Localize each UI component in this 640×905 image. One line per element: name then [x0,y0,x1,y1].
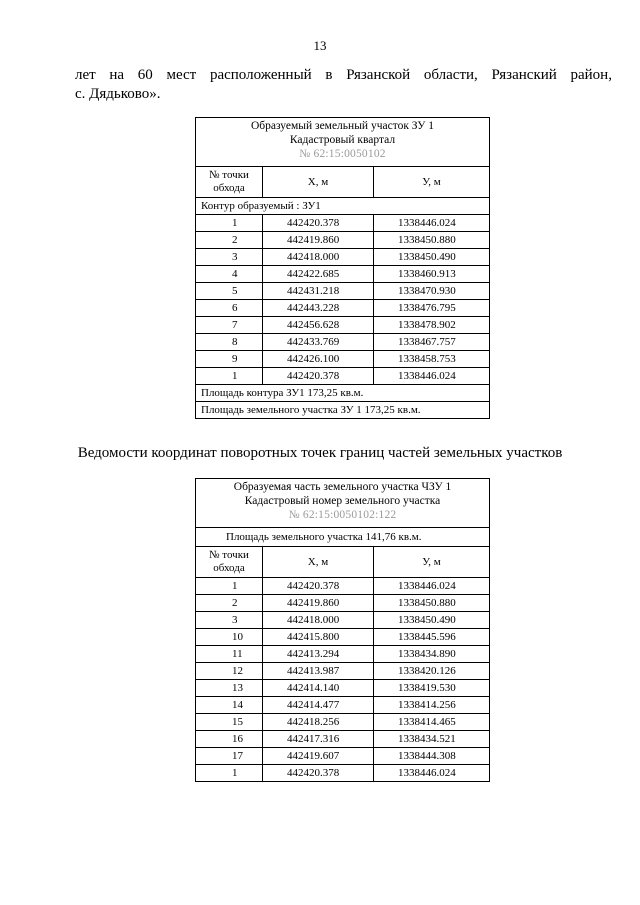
table1-x-coordinate: 442420.378 [263,368,374,385]
table2-header-point: № точки обхода [196,547,263,578]
table1-header-row [196,167,490,198]
intro-word: 60 [137,67,153,83]
table2-y-coordinate: 1338434.890 [374,646,490,663]
table1-y-coordinate: 1338470.930 [374,283,490,300]
table2-x-coordinate: 442415.800 [263,629,374,646]
table1-header-point: № точки обхода [196,167,263,198]
table2-point-number: 1 [196,578,263,595]
intro-word: расположенный [209,67,312,83]
table2-x-coordinate: 442413.987 [263,663,374,680]
table1-title [196,118,490,167]
table1-point-number: 7 [196,317,263,334]
table2-row [196,731,490,748]
intro-word: район, [570,67,612,83]
table2-y-coordinate: 1338444.308 [374,748,490,765]
table2-area: Площадь земельного участка 141,76 кв.м. [196,528,490,547]
table1-cadastral-number: № 62:15:0050102 [299,148,386,160]
table1-point-number: 9 [196,351,263,368]
table2-row [196,748,490,765]
table1-row [196,283,490,300]
table2-x-coordinate: 442417.316 [263,731,374,748]
table1-y-coordinate: 1338446.024 [374,215,490,232]
table2-row [196,578,490,595]
table2-cadastral-number: № 62:15:0050102:122 [288,509,397,521]
table1-point-number: 4 [196,266,263,283]
table2-point-number: 17 [196,748,263,765]
table2-row [196,663,490,680]
table2-x-coordinate: 442418.000 [263,612,374,629]
table2-x-coordinate: 442419.607 [263,748,374,765]
coordinates-table-zu1 [195,117,490,419]
table2-y-coordinate: 1338445.596 [374,629,490,646]
table2-row [196,629,490,646]
table2-point-number: 10 [196,629,263,646]
table2-row [196,646,490,663]
table2-x-coordinate: 442414.140 [263,680,374,697]
intro-word: на [109,67,125,83]
coordinates-table-czu1 [195,478,490,782]
table1-title-line2: Кадастровый квартал [289,134,396,146]
table2-x-coordinate: 442414.477 [263,697,374,714]
table1-y-coordinate: 1338446.024 [374,368,490,385]
table1-y-coordinate: 1338467.757 [374,334,490,351]
table1-row [196,368,490,385]
table2-title [196,479,490,528]
table1-x-coordinate: 442418.000 [263,249,374,266]
table1-point-number: 3 [196,249,263,266]
table1-row [196,334,490,351]
section-heading: Ведомости координат поворотных точек границ частей земельных участков [77,445,563,461]
table2-x-coordinate: 442419.860 [263,595,374,612]
table1-header-y: У, м [374,167,490,198]
table2-row [196,714,490,731]
table1-x-coordinate: 442443.228 [263,300,374,317]
table1-row [196,266,490,283]
table1-x-coordinate: 442419.860 [263,232,374,249]
table1-area-contour: Площадь контура ЗУ1 173,25 кв.м. [196,385,490,402]
intro-word: лет [75,67,96,83]
table1-x-coordinate: 442431.218 [263,283,374,300]
table2-point-number: 11 [196,646,263,663]
table1-x-coordinate: 442422.685 [263,266,374,283]
table1-point-number: 8 [196,334,263,351]
table1-x-coordinate: 442420.378 [263,215,374,232]
table2-y-coordinate: 1338420.126 [374,663,490,680]
table1-header-x: Х, м [263,167,374,198]
table2-y-coordinate: 1338446.024 [374,765,490,782]
table1-y-coordinate: 1338476.795 [374,300,490,317]
table1-point-number: 6 [196,300,263,317]
table1-y-coordinate: 1338478.902 [374,317,490,334]
table2-x-coordinate: 442420.378 [263,765,374,782]
table2-y-coordinate: 1338414.465 [374,714,490,731]
table1-row [196,215,490,232]
table1-point-number: 1 [196,368,263,385]
intro-line-1 [75,66,612,85]
table2-point-number: 16 [196,731,263,748]
table1-x-coordinate: 442433.769 [263,334,374,351]
table2-point-number: 3 [196,612,263,629]
table2-row [196,765,490,782]
intro-word: в [325,67,333,83]
table2-point-number: 13 [196,680,263,697]
table2-header-row [196,547,490,578]
table2-y-coordinate: 1338414.256 [374,697,490,714]
table1-row [196,300,490,317]
table2-point-number: 14 [196,697,263,714]
table2-header-x: Х, м [263,547,374,578]
intro-line-2: с. Дядьково». [75,86,161,102]
table2-point-number: 1 [196,765,263,782]
table1-row [196,317,490,334]
page-number: 13 [313,38,327,53]
table2-x-coordinate: 442413.294 [263,646,374,663]
table2-row [196,680,490,697]
intro-word: Рязанский [491,67,557,83]
table2-point-number: 15 [196,714,263,731]
table1-point-number: 5 [196,283,263,300]
table1-row [196,232,490,249]
intro-paragraph [75,66,612,104]
intro-word: Рязанской [346,67,411,83]
table1-rows [196,215,490,385]
table1-point-number: 1 [196,215,263,232]
table1-x-coordinate: 442456.628 [263,317,374,334]
table1-row [196,351,490,368]
table2-y-coordinate: 1338446.024 [374,578,490,595]
table2-y-coordinate: 1338450.880 [374,595,490,612]
table1-x-coordinate: 442426.100 [263,351,374,368]
table2-y-coordinate: 1338419.530 [374,680,490,697]
table2-x-coordinate: 442420.378 [263,578,374,595]
table1-area-parcel: Площадь земельного участка ЗУ 1 173,25 кв.м. [196,402,490,419]
table1-y-coordinate: 1338458.753 [374,351,490,368]
table1-contour-label: Контур образуемый : ЗУ1 [196,198,490,215]
table2-rows [196,578,490,782]
table2-title-line2: Кадастровый номер земельного участка [244,495,441,507]
table2-y-coordinate: 1338450.490 [374,612,490,629]
table2-y-coordinate: 1338434.521 [374,731,490,748]
table2-row [196,595,490,612]
intro-word: области, [423,67,478,83]
table2-x-coordinate: 442418.256 [263,714,374,731]
table2-point-number: 2 [196,595,263,612]
table2-point-number: 12 [196,663,263,680]
table1-title-line1: Образуемый земельный участок ЗУ 1 [250,120,435,132]
table2-header-y: У, м [374,547,490,578]
intro-word: мест [166,67,197,83]
table2-title-line1: Образуемая часть земельного участка ЧЗУ 1 [233,481,452,493]
table1-y-coordinate: 1338460.913 [374,266,490,283]
table1-y-coordinate: 1338450.880 [374,232,490,249]
table1-y-coordinate: 1338450.490 [374,249,490,266]
table1-point-number: 2 [196,232,263,249]
table2-row [196,612,490,629]
table2-row [196,697,490,714]
table1-row [196,249,490,266]
